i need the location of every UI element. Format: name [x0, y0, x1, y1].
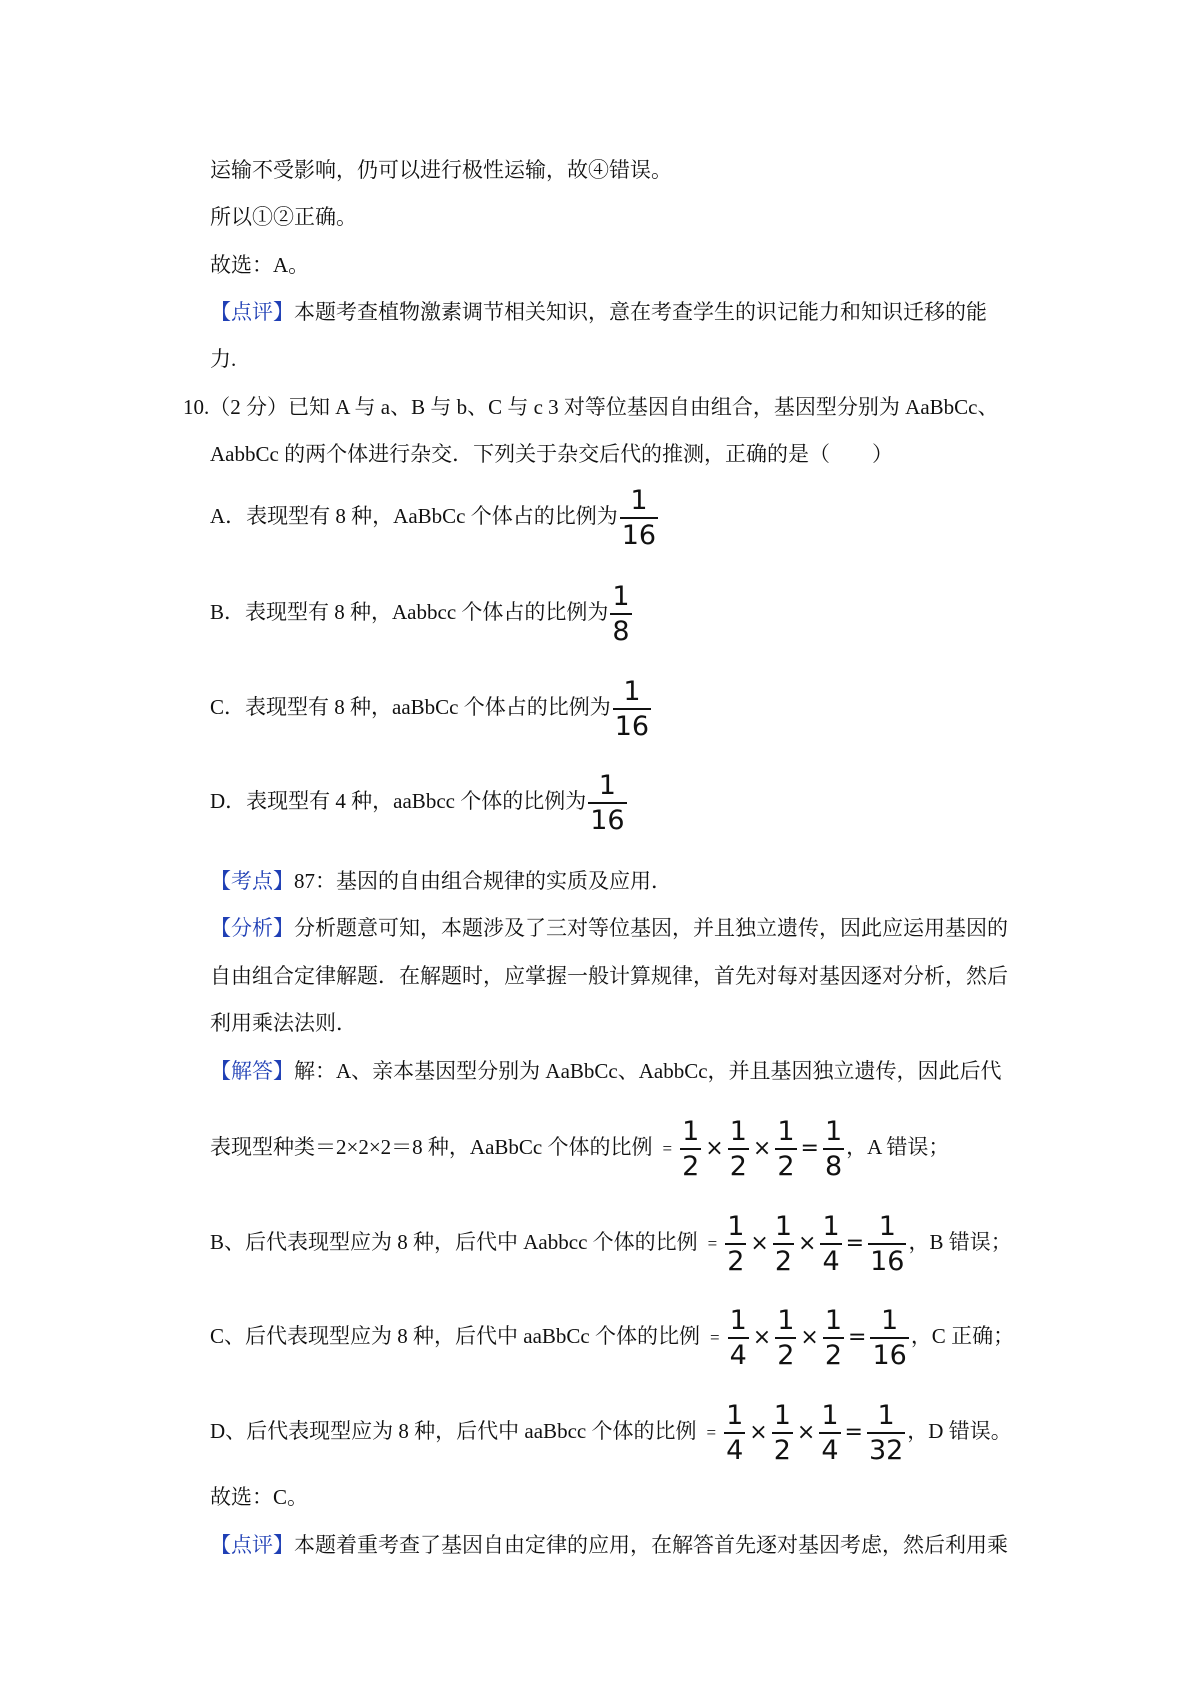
- calc-prefix: 表现型种类＝2×2×2＝8 种，AaBbCc 个体的比例: [210, 1134, 653, 1159]
- jieda-line: [210, 1056, 1002, 1086]
- fraction: [725, 1213, 746, 1275]
- dianping-text: 本题着重考查了基因自由定律的应用，在解答首先逐对基因考虑，然后利用乘: [294, 1533, 1008, 1557]
- numerator: 1: [774, 1211, 793, 1242]
- numerator: 1: [729, 1116, 747, 1147]
- denominator: 32: [868, 1435, 904, 1466]
- times-sign: ×: [752, 1325, 772, 1350]
- denominator: 2: [774, 1246, 793, 1277]
- text-line: 利用乘法法则．: [210, 1011, 357, 1035]
- option-b: [210, 583, 634, 645]
- text-line: 自由组合定律解题．在解题时，应掌握一般计算规律，首先对每对基因逐对分析，然后: [210, 964, 1008, 988]
- fraction: [775, 1307, 796, 1369]
- fraction: [775, 1118, 796, 1180]
- calc-prefix: D、后代表现型应为 8 种，后代中 aaBbcc 个体的比例: [210, 1418, 697, 1443]
- fraction: [728, 1307, 749, 1369]
- answer-line: 故选：C。: [210, 1485, 309, 1509]
- equals-sign: =: [845, 1231, 865, 1256]
- denominator: 2: [777, 1340, 795, 1371]
- equals-sign: =: [844, 1420, 863, 1445]
- calc-suffix: ，D 错误。: [907, 1418, 1012, 1443]
- times-sign: ×: [705, 1136, 724, 1161]
- numerator: 1: [682, 1116, 700, 1147]
- denominator: 16: [590, 805, 625, 836]
- denominator: 2: [773, 1435, 791, 1466]
- numerator: 1: [881, 1305, 899, 1336]
- times-sign: ×: [796, 1420, 816, 1445]
- dianping-tag: 【点评】: [210, 1533, 294, 1557]
- denominator: 4: [729, 1340, 747, 1371]
- denominator: 2: [729, 1151, 747, 1182]
- calc-suffix: ，C 正确；: [910, 1323, 1015, 1348]
- option-d: [210, 772, 629, 834]
- numerator: 1: [877, 1400, 895, 1431]
- kaodian-line: [210, 866, 672, 896]
- fenxi-text: 分析题意可知，本题涉及了三对等位基因，并且独立遗传，因此应运用基因的: [294, 916, 1008, 940]
- numerator: 1: [822, 1211, 840, 1242]
- fraction: [819, 1402, 840, 1464]
- jieda-text: 解：A、亲本基因型分别为 AaBbCc、AabbCc，并且基因独立遗传，因此后代: [294, 1059, 1002, 1083]
- numerator: 1: [821, 1400, 839, 1431]
- fraction: [588, 772, 626, 834]
- denominator: 4: [726, 1435, 744, 1466]
- fraction: [724, 1402, 745, 1464]
- text-line: 力.: [210, 347, 237, 371]
- text-line: 运输不受影响，仍可以进行极性运输，故④错误。: [210, 158, 672, 182]
- denominator: 16: [872, 1340, 907, 1371]
- fenxi-line: [210, 913, 1008, 943]
- fraction: [610, 583, 631, 645]
- equals-sign: =: [662, 1139, 673, 1158]
- fraction: [680, 1118, 701, 1180]
- fenxi-tag: 【分析】: [210, 916, 294, 940]
- numerator: 1: [623, 676, 641, 707]
- fraction: [867, 1402, 905, 1464]
- denominator: 2: [777, 1151, 795, 1182]
- times-sign: ×: [800, 1325, 819, 1350]
- equals-sign: =: [800, 1136, 819, 1161]
- denominator: 2: [682, 1151, 700, 1182]
- kaodian-tag: 【考点】: [210, 869, 294, 893]
- fraction: [870, 1307, 908, 1369]
- jieda-tag: 【解答】: [210, 1059, 294, 1083]
- question-stem: 10.（2 分）已知 A 与 a、B 与 b、C 与 c 3 对等位基因自由组合，基因型分别为 AaBbCc、: [183, 395, 999, 419]
- equals-sign: =: [707, 1234, 718, 1253]
- option-text: B．表现型有 8 种，Aabbcc 个体占的比例为: [210, 599, 609, 624]
- times-sign: ×: [750, 1231, 769, 1256]
- numerator: 1: [598, 770, 616, 801]
- numerator: 1: [777, 1305, 795, 1336]
- fraction: [773, 1213, 794, 1275]
- denominator: 16: [614, 711, 650, 742]
- times-sign: ×: [798, 1231, 817, 1256]
- denominator: 16: [870, 1246, 905, 1277]
- fraction: [772, 1402, 793, 1464]
- fraction: [820, 1213, 841, 1275]
- option-text: C．表现型有 8 种，aaBbCc 个体占的比例为: [210, 694, 611, 719]
- text-line: 所以①②正确。: [210, 205, 357, 229]
- calc-prefix: C、后代表现型应为 8 种，后代中 aaBbCc 个体的比例: [210, 1323, 700, 1348]
- equals-sign: =: [706, 1423, 717, 1442]
- denominator: 2: [727, 1246, 745, 1277]
- numerator: 1: [878, 1211, 896, 1242]
- dianping-line: [210, 1530, 1008, 1560]
- numerator: 1: [824, 1305, 843, 1336]
- denominator: 4: [821, 1435, 839, 1466]
- denominator: 4: [822, 1246, 840, 1277]
- fraction: [868, 1213, 906, 1275]
- numerator: 1: [729, 1305, 747, 1336]
- comment-tag: 【点评】: [210, 300, 294, 324]
- fraction: [613, 678, 651, 740]
- numerator: 1: [612, 581, 630, 612]
- numerator: 1: [777, 1116, 795, 1147]
- equals-sign: =: [848, 1325, 867, 1350]
- denominator: 2: [824, 1340, 843, 1371]
- text-line: 故选：A。: [210, 253, 310, 277]
- option-text: A．表现型有 8 种，AaBbCc 个体占的比例为: [210, 503, 618, 528]
- calc-line: [210, 1213, 1012, 1275]
- calc-suffix: ，A 错误；: [846, 1134, 950, 1159]
- denominator: 8: [612, 616, 630, 647]
- option-text: D．表现型有 4 种，aaBbcc 个体的比例为: [210, 788, 587, 813]
- comment-text: 本题考查植物激素调节相关知识，意在考查学生的识记能力和知识迁移的能: [294, 300, 987, 324]
- fraction: [728, 1118, 749, 1180]
- option-c: [210, 678, 653, 740]
- calc-line: [210, 1118, 949, 1180]
- fraction: [620, 487, 658, 549]
- calc-prefix: B、后代表现型应为 8 种，后代中 Aabbcc 个体的比例: [210, 1229, 698, 1254]
- fraction: [823, 1307, 844, 1369]
- question-stem-cont: AabbCc 的两个体进行杂交．下列关于杂交后代的推测，正确的是（ ）: [210, 442, 894, 466]
- denominator: 16: [621, 520, 657, 551]
- times-sign: ×: [749, 1420, 768, 1445]
- fraction: [823, 1118, 844, 1180]
- times-sign: ×: [752, 1136, 772, 1161]
- numerator: 1: [824, 1116, 843, 1147]
- equals-sign: =: [709, 1328, 720, 1347]
- calc-line: [210, 1402, 1012, 1464]
- numerator: 1: [773, 1400, 791, 1431]
- numerator: 1: [630, 485, 648, 516]
- denominator: 8: [824, 1151, 843, 1182]
- kaodian-text: 87：基因的自由组合规律的实质及应用．: [294, 869, 672, 893]
- calc-suffix: ，B 错误；: [908, 1229, 1012, 1254]
- numerator: 1: [727, 1211, 745, 1242]
- calc-line: [210, 1307, 1014, 1369]
- numerator: 1: [726, 1400, 744, 1431]
- option-a: [210, 487, 660, 549]
- comment-line: [210, 297, 987, 327]
